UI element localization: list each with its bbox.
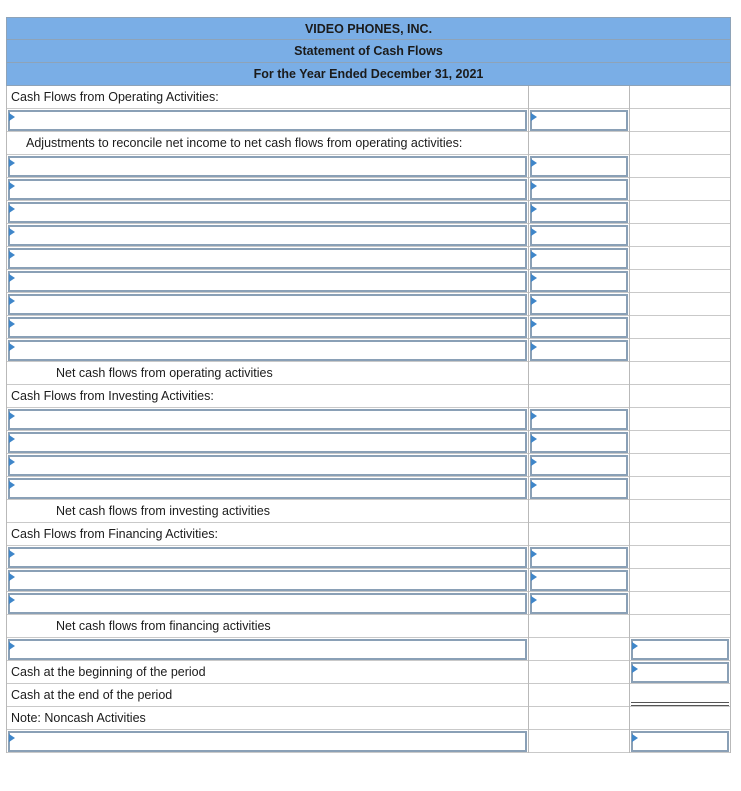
description-cell <box>6 454 529 477</box>
amount-cell <box>529 730 630 753</box>
statement-row <box>6 362 731 385</box>
financing-row-amount-input[interactable] <box>530 547 628 568</box>
total-cell <box>630 592 731 615</box>
total-cell <box>630 270 731 293</box>
statement-row <box>6 477 731 500</box>
statement-row <box>6 615 731 638</box>
investing-row-amount-input[interactable] <box>530 478 628 499</box>
total-cell <box>630 730 731 753</box>
adjustment-row-description-input[interactable] <box>8 340 527 361</box>
statement-row <box>6 569 731 592</box>
total-cell <box>630 178 731 201</box>
total-cell <box>630 454 731 477</box>
total-cell <box>630 201 731 224</box>
amount-cell <box>529 155 630 178</box>
cash-flow-statement <box>6 17 731 753</box>
description-cell <box>6 362 529 385</box>
adjustment-row-amount-input[interactable] <box>530 271 628 292</box>
statement-row <box>6 109 731 132</box>
financing-row-description-input[interactable] <box>8 570 527 591</box>
financing-row-amount-input[interactable] <box>530 593 628 614</box>
adjustment-row-description-input[interactable] <box>8 156 527 177</box>
total-cell <box>630 638 731 661</box>
statement-row <box>6 638 731 661</box>
investing-row-description-input[interactable] <box>8 432 527 453</box>
description-cell <box>6 109 529 132</box>
statement-row <box>6 684 731 707</box>
statement-row <box>6 224 731 247</box>
total-cell <box>630 132 731 155</box>
description-cell <box>6 86 529 109</box>
description-cell <box>6 339 529 362</box>
statement-row <box>6 385 731 408</box>
statement-period: For the Year Ended December 31, 2021 <box>6 63 731 86</box>
description-cell <box>6 546 529 569</box>
investing-row-description-input[interactable] <box>8 455 527 476</box>
statement-row <box>6 247 731 270</box>
adjustment-row-description-input[interactable] <box>8 317 527 338</box>
amount-cell <box>529 178 630 201</box>
adjustment-row-amount-input[interactable] <box>530 156 628 177</box>
adjustment-row-description-input[interactable] <box>8 179 527 200</box>
cash-end-label: Cash at the end of the period <box>11 688 173 702</box>
statement-row <box>6 707 731 730</box>
statement-row <box>6 546 731 569</box>
statement-row <box>6 178 731 201</box>
amount-cell <box>529 224 630 247</box>
noncash-label: Note: Noncash Activities <box>11 711 146 725</box>
amount-cell <box>529 661 630 684</box>
description-cell <box>6 270 529 293</box>
description-cell <box>6 431 529 454</box>
total-cell <box>630 362 731 385</box>
description-cell <box>6 293 529 316</box>
adjustment-row-description-input[interactable] <box>8 225 527 246</box>
amount-cell <box>529 454 630 477</box>
financing-title-label: Cash Flows from Financing Activities: <box>11 527 219 541</box>
amount-cell <box>529 132 630 155</box>
amount-cell <box>529 86 630 109</box>
adjustment-row-amount-input[interactable] <box>530 294 628 315</box>
description-cell <box>6 201 529 224</box>
description-cell <box>6 707 529 730</box>
adjustment-row-amount-input[interactable] <box>530 317 628 338</box>
amount-cell <box>529 109 630 132</box>
description-cell <box>6 477 529 500</box>
statement-row <box>6 155 731 178</box>
amount-cell <box>529 638 630 661</box>
amount-cell <box>529 684 630 707</box>
description-cell <box>6 661 529 684</box>
description-cell <box>6 316 529 339</box>
amount-cell <box>529 523 630 546</box>
amount-cell <box>529 546 630 569</box>
statement-row <box>6 661 731 684</box>
statement-row <box>6 523 731 546</box>
amount-cell <box>529 362 630 385</box>
description-cell <box>6 178 529 201</box>
total-cell <box>630 707 731 730</box>
adjustment-row-description-input[interactable] <box>8 271 527 292</box>
description-cell <box>6 592 529 615</box>
amount-cell <box>529 270 630 293</box>
total-cell <box>630 224 731 247</box>
cash-beginning-input[interactable] <box>631 662 729 683</box>
statement-row <box>6 339 731 362</box>
amount-cell <box>529 615 630 638</box>
statement-title: Statement of Cash Flows <box>6 40 731 63</box>
double-underline <box>631 702 729 706</box>
net-change-row-description-input[interactable] <box>8 639 527 660</box>
statement-row <box>6 730 731 753</box>
amount-cell <box>529 293 630 316</box>
amount-cell <box>529 592 630 615</box>
amount-cell <box>529 247 630 270</box>
adjustment-row-amount-input[interactable] <box>530 225 628 246</box>
company-name: VIDEO PHONES, INC. <box>6 17 731 40</box>
description-cell <box>6 638 529 661</box>
description-cell <box>6 523 529 546</box>
statement-row <box>6 500 731 523</box>
description-cell <box>6 408 529 431</box>
amount-cell <box>529 201 630 224</box>
statement-row <box>6 86 731 109</box>
adjustment-row-description-input[interactable] <box>8 202 527 223</box>
total-cell <box>630 155 731 178</box>
total-cell <box>630 316 731 339</box>
amount-cell <box>529 500 630 523</box>
total-cell <box>630 385 731 408</box>
adjustment-row-amount-input[interactable] <box>530 179 628 200</box>
statement-row <box>6 293 731 316</box>
total-cell <box>630 546 731 569</box>
amount-cell <box>529 569 630 592</box>
statement-rows <box>6 86 731 753</box>
investing-row-amount-input[interactable] <box>530 455 628 476</box>
total-cell <box>630 86 731 109</box>
statement-row <box>6 408 731 431</box>
operating-title-label: Cash Flows from Operating Activities: <box>11 90 219 104</box>
net-investing-label: Net cash flows from investing activities <box>56 504 270 518</box>
investing-row-description-input[interactable] <box>8 478 527 499</box>
adjustment-row-amount-input[interactable] <box>530 340 628 361</box>
net-financing-label: Net cash flows from financing activities <box>56 619 271 633</box>
adjustment-row-amount-input[interactable] <box>530 248 628 269</box>
total-cell <box>630 615 731 638</box>
total-cell <box>630 500 731 523</box>
total-cell <box>630 523 731 546</box>
description-cell <box>6 569 529 592</box>
description-cell <box>6 385 529 408</box>
total-cell <box>630 477 731 500</box>
adjustment-row-amount-input[interactable] <box>530 202 628 223</box>
description-cell <box>6 684 529 707</box>
financing-row-description-input[interactable] <box>8 547 527 568</box>
amount-cell <box>529 316 630 339</box>
investing-row-description-input[interactable] <box>8 409 527 430</box>
description-cell <box>6 247 529 270</box>
statement-row <box>6 592 731 615</box>
investing-title-label: Cash Flows from Investing Activities: <box>11 389 214 403</box>
total-cell <box>630 247 731 270</box>
statement-row <box>6 132 731 155</box>
amount-cell <box>529 385 630 408</box>
adjustment-row-description-input[interactable] <box>8 248 527 269</box>
financing-row-amount-input[interactable] <box>530 570 628 591</box>
amount-cell <box>529 707 630 730</box>
total-cell <box>630 339 731 362</box>
statement-row <box>6 201 731 224</box>
description-cell <box>6 730 529 753</box>
amount-cell <box>529 339 630 362</box>
amount-cell <box>529 431 630 454</box>
statement-row <box>6 431 731 454</box>
net-change-row-total-input[interactable] <box>631 639 729 660</box>
statement-row <box>6 454 731 477</box>
total-cell <box>630 661 731 684</box>
total-cell <box>630 408 731 431</box>
total-cell <box>630 569 731 592</box>
operating-net-income-row-description-input[interactable] <box>8 110 527 131</box>
description-cell <box>6 615 529 638</box>
description-cell <box>6 500 529 523</box>
total-cell <box>630 109 731 132</box>
description-cell <box>6 155 529 178</box>
statement-row <box>6 270 731 293</box>
operating-net-income-row-amount-input[interactable] <box>530 110 628 131</box>
net-operating-label: Net cash flows from operating activities <box>56 366 273 380</box>
description-cell <box>6 132 529 155</box>
total-cell <box>630 293 731 316</box>
amount-cell <box>529 408 630 431</box>
adjustment-row-description-input[interactable] <box>8 294 527 315</box>
description-cell <box>6 224 529 247</box>
total-cell <box>630 684 731 707</box>
investing-row-amount-input[interactable] <box>530 409 628 430</box>
noncash-row-description-input[interactable] <box>8 731 527 752</box>
noncash-row-total-input[interactable] <box>631 731 729 752</box>
cash-begin-label: Cash at the beginning of the period <box>11 665 206 679</box>
amount-cell <box>529 477 630 500</box>
total-cell <box>630 431 731 454</box>
adjustments-label: Adjustments to reconcile net income to net cash flows from operating activities: <box>26 136 463 150</box>
investing-row-amount-input[interactable] <box>530 432 628 453</box>
financing-row-description-input[interactable] <box>8 593 527 614</box>
statement-row <box>6 316 731 339</box>
